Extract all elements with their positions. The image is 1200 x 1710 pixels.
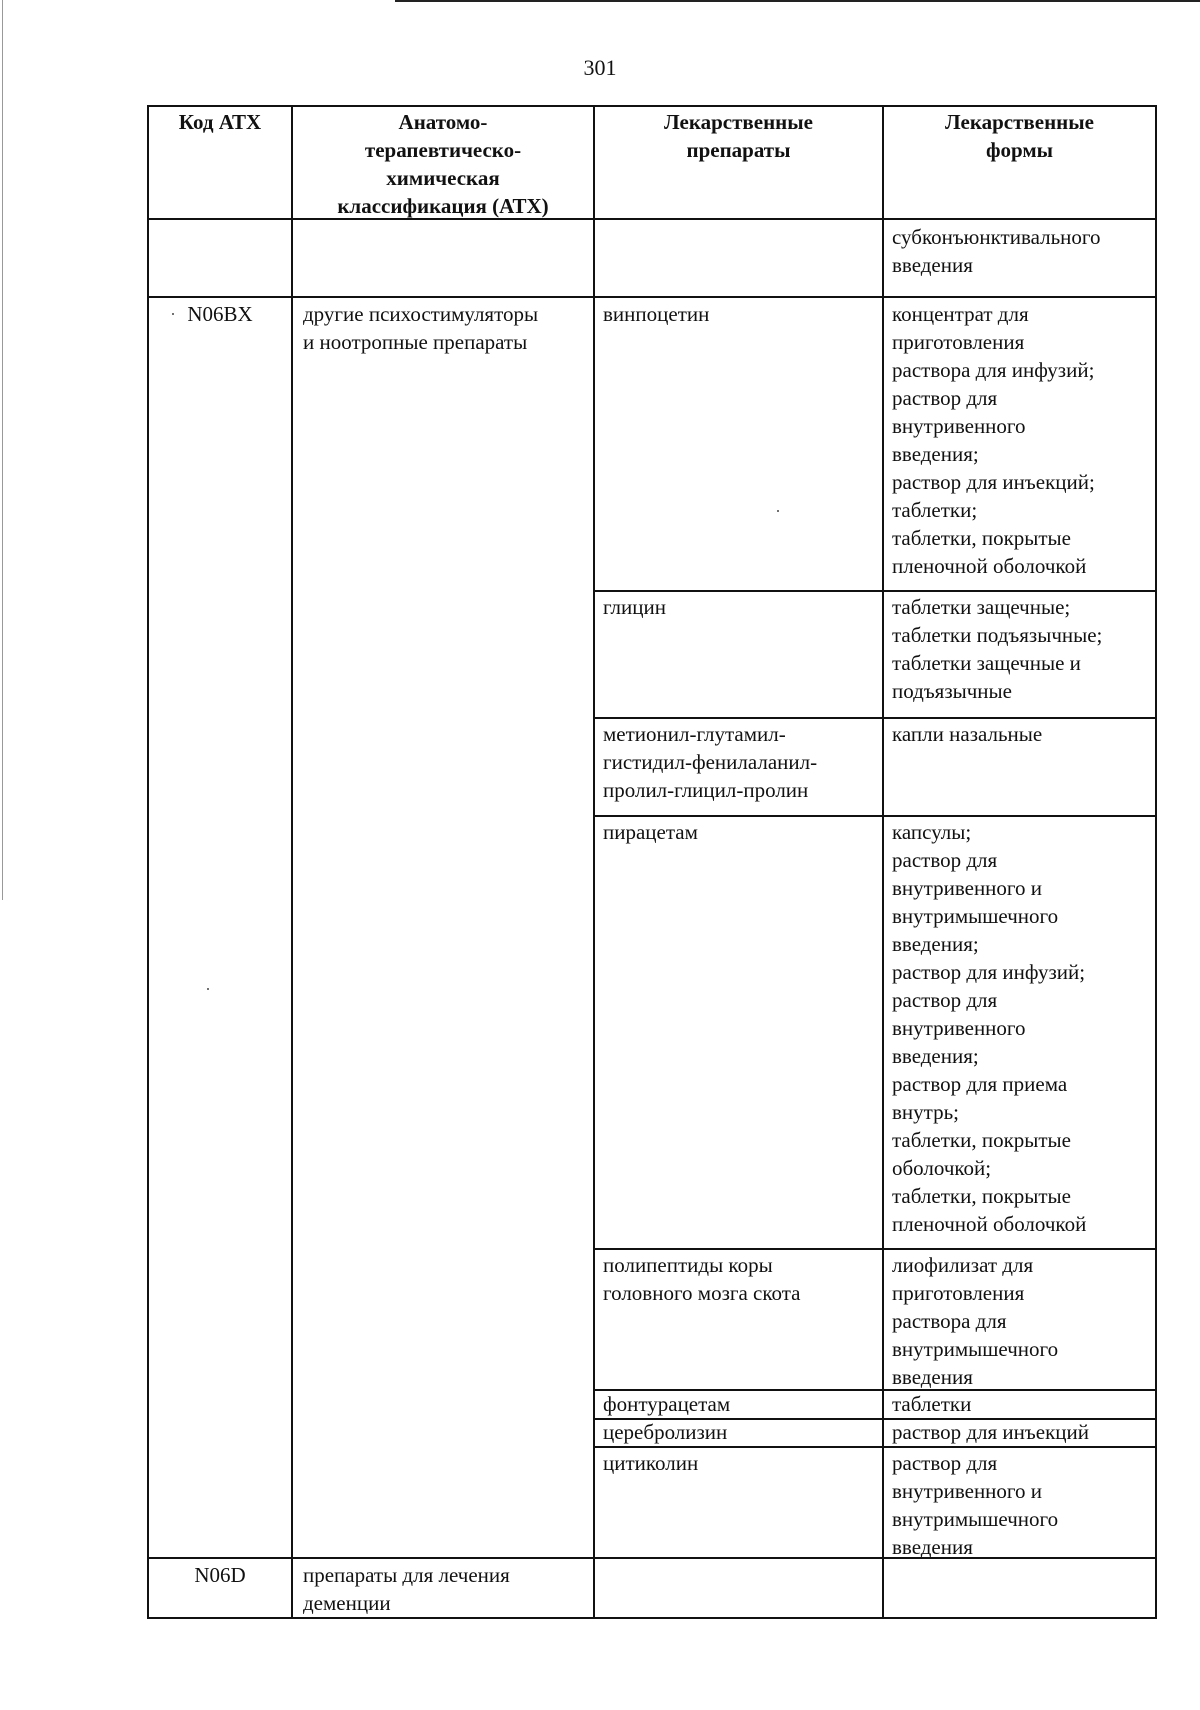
drug-name: пирацетам [603,820,698,844]
drug-name: полипептиды коры головного мозга скота [603,1253,801,1305]
table-rule [593,815,1157,817]
drug-form: таблетки защечные; таблетки подъязычные; таблетки защечные и подъязычные [892,595,1103,703]
drug-name: винпоцетин [603,302,710,326]
drug-form: раствор для инъекций [892,1420,1089,1444]
table-rule [147,296,1157,298]
header-classification: Анатомо- терапевтическо- химическая классификация (АТХ) [337,110,549,218]
table-border-right [1155,105,1157,1619]
drug-name: церебролизин [603,1420,728,1444]
page-number: 301 [583,55,617,80]
table-column-rule [291,105,293,1619]
table-column-rule [882,105,884,1619]
atc-code-n06bx: N06BX [187,302,253,326]
table-rule [593,717,1157,719]
atc-name-n06d: препараты для лечения деменции [303,1563,510,1615]
drug-form: капсулы; раствор для внутривенного и внутримышечного введения; раствор для инфузий; раствор для внутривенного введения; раствор для приема внутрь; таблетки, покрытые оболочкой; таблетки, покрытые пленочной оболочкой [892,820,1087,1236]
scan-speck [172,313,174,315]
header-drugs: Лекарственные препараты [664,110,813,162]
atc-code-n06d: N06D [194,1563,246,1587]
table-border-top [147,105,1157,107]
drug-name: цитиколин [603,1451,699,1475]
drug-form: капли назальные [892,722,1043,746]
table-rule [593,1446,1157,1448]
header-code: Код АТХ [178,110,262,134]
atc-name-n06bx: другие психостимуляторы и ноотропные препараты [303,302,539,354]
drug-form: таблетки [892,1392,972,1416]
table-border-left [147,105,149,1619]
scan-speck [777,510,779,512]
drug-form: концентрат для приготовления раствора для инфузий; раствор для внутривенного введения; раствор для инъекций; таблетки; таблетки, покрытые пленочной оболочкой [892,302,1095,578]
scan-speck [207,988,209,990]
drug-name: фонтурацетам [603,1392,731,1416]
table-rule [593,590,1157,592]
table-border-bottom [147,1617,1157,1619]
scan-edge-line [395,0,1200,2]
form-cell: субконъюнктивального введения [892,225,1101,277]
drug-name: глицин [603,595,666,619]
drug-name: метионил-глутамил- гистидил-фенилаланил- пролил-глицил-пролин [603,722,818,802]
scan-left-edge [2,0,3,900]
drug-form: лиофилизат для приготовления раствора для внутримышечного введения [892,1253,1059,1389]
table-column-rule [593,105,595,1619]
drug-form: раствор для внутривенного и внутримышечного введения [892,1451,1059,1559]
table-rule [593,1248,1157,1250]
header-forms: Лекарственные формы [945,110,1094,162]
